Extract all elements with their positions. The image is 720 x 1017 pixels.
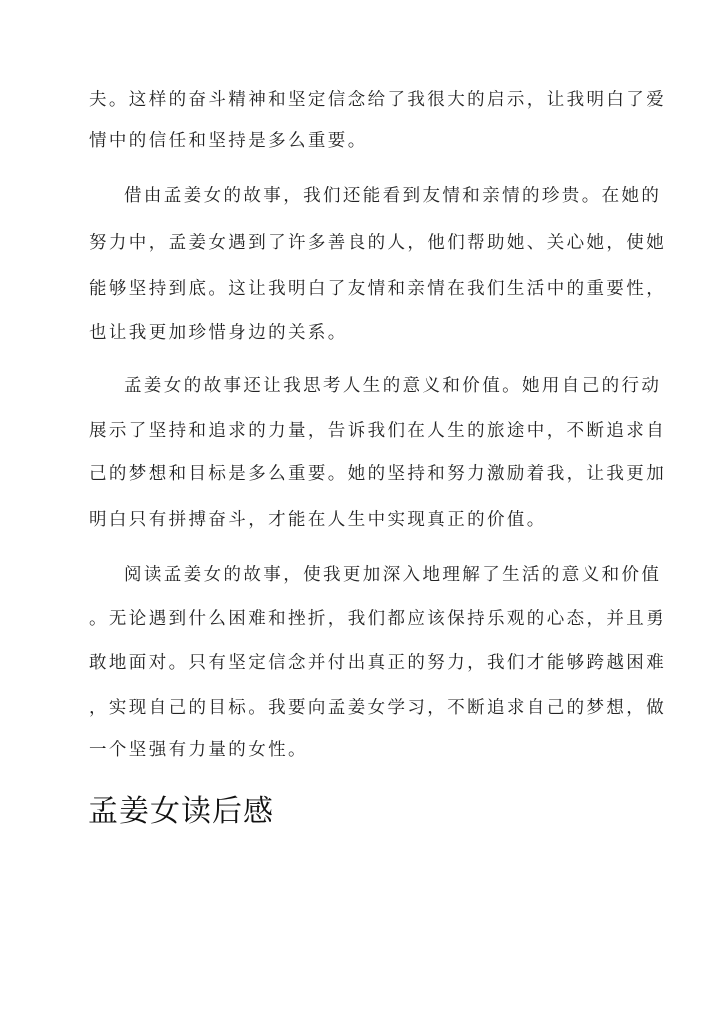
paragraph-line: 也让我更加珍惜身边的关系。 [89,323,348,343]
paragraph-line: 己的梦想和目标是多么重要。她的坚持和努力激励着我，让我更加 [89,464,667,484]
paragraph-line: 夫。这样的奋斗精神和坚定信念给了我很大的启示，让我明白了爱 [89,90,667,110]
paragraph-line: 敢地面对。只有坚定信念并付出真正的努力，我们才能够跨越困难 [89,653,667,673]
paragraph-line: 情中的信任和坚持是多么重要。 [89,131,368,151]
paragraph-line: 孟姜女的故事还让我思考人生的意义和价值。她用自己的行动 [124,376,662,396]
paragraph-line: 借由孟姜女的故事，我们还能看到友情和亲情的珍贵。在她的 [124,186,662,206]
paragraph-line: 努力中，孟姜女遇到了许多善良的人，他们帮助她、关心她，使她 [89,233,667,253]
paragraph-line: 展示了坚持和追求的力量，告诉我们在人生的旅途中，不断追求自 [89,421,667,441]
section-heading: 孟姜女读后感 [88,794,274,829]
paragraph-line: 明白只有拼搏奋斗，才能在人生中实现真正的价值。 [89,510,547,530]
paragraph-line: ，实现自己的目标。我要向孟姜女学习，不断追求自己的梦想，做 [89,698,667,718]
paragraph-line: 能够坚持到底。这让我明白了友情和亲情在我们生活中的重要性， [89,279,667,299]
paragraph-line: 阅读孟姜女的故事，使我更加深入地理解了生活的意义和价值 [124,565,662,585]
paragraph-line: 一个坚强有力量的女性。 [89,740,308,760]
paragraph-line: 。无论遇到什么困难和挫折，我们都应该保持乐观的心态，并且勇 [89,609,667,629]
